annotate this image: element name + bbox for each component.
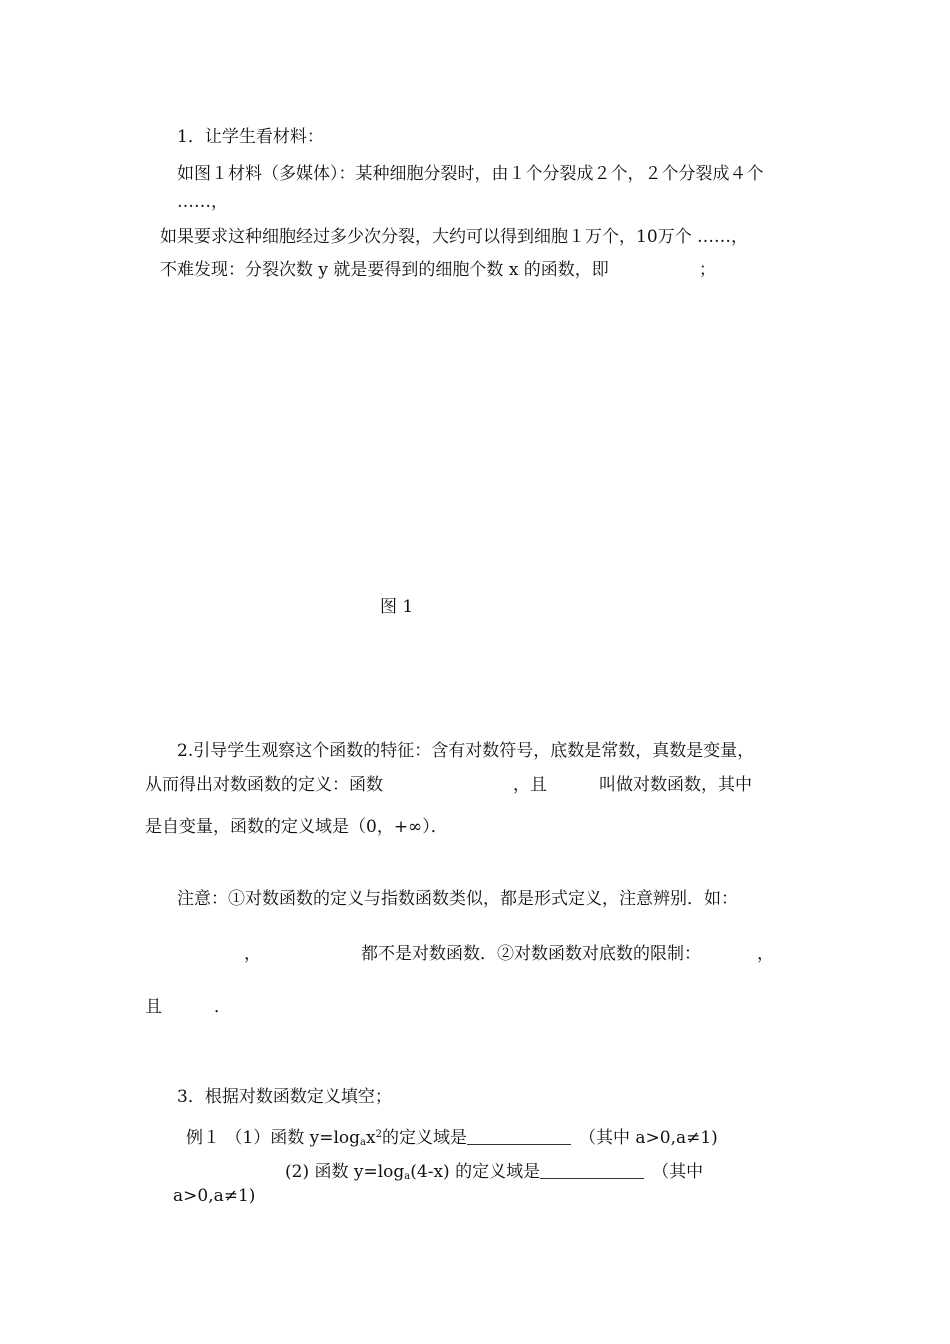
note-comma-1: ，	[244, 944, 261, 964]
section2-line3: 是自变量，函数的定义域是（0，+∞）．	[145, 817, 448, 837]
section2-line2	[145, 774, 752, 796]
section1-line4-text: 不难发现：分裂次数 y 就是要得到的细胞个数 x 的函数，即	[160, 260, 609, 280]
note-line3-a: 且	[145, 997, 162, 1017]
example1-x: x	[366, 1128, 376, 1148]
figure-caption: 图 1	[380, 597, 414, 617]
section2-line2-a: 从而得出对数函数的定义：函数	[145, 775, 383, 795]
example2-condition: （其中	[652, 1162, 704, 1182]
example2-condition-cont: a>0,a≠1)	[173, 1186, 256, 1206]
note-line2-text: 都不是对数函数．②对数函数对底数的限制：	[361, 944, 701, 964]
note-line3-b: ．	[214, 997, 231, 1017]
example1-condition: （其中 a>0,a≠1)	[578, 1128, 718, 1148]
section1-line2: ……，	[177, 192, 228, 212]
example1-suffix: 的定义域是	[381, 1128, 467, 1148]
note-comma-2: ，	[757, 944, 774, 964]
example2-arg: (4-x) 的定义域是	[410, 1162, 541, 1182]
example1-line	[186, 1124, 718, 1154]
section1-heading: 1．让学生看材料：	[177, 127, 324, 147]
example1-answer-blank[interactable]	[467, 1128, 571, 1145]
example2-prefix: (2) 函数 y=log	[285, 1162, 405, 1182]
section2-line2-c: 叫做对数函数，其中	[599, 775, 752, 795]
section1-line4-end: ；	[698, 260, 716, 280]
note-line2	[145, 943, 774, 965]
example1-exponent: 2	[375, 1129, 382, 1140]
example2-base: a	[404, 1171, 411, 1182]
example1-base: a	[360, 1137, 366, 1148]
section2-line2-b: ，且	[513, 775, 547, 795]
example2-line	[285, 1161, 703, 1188]
section1-line1: 如图１材料（多媒体）：某种细胞分裂时，由１个分裂成２个，２个分裂成４个	[177, 164, 764, 184]
section1-line3: 如果要求这种细胞经过多少次分裂，大约可以得到细胞１万个，10万个 ……，	[160, 227, 749, 247]
section3-heading: 3．根据对数函数定义填空；	[177, 1087, 392, 1107]
note-line3	[145, 996, 231, 1018]
section1-line4	[160, 259, 716, 281]
example2-answer-blank[interactable]	[540, 1162, 644, 1179]
figure-1-placeholder	[145, 310, 805, 580]
note-line1: 注意：①对数函数的定义与指数函数类似，都是形式定义，注意辨别．如：	[177, 889, 738, 909]
section2-line1: 2.引导学生观察这个函数的特征：含有对数符号，底数是常数，真数是变量，	[177, 741, 755, 761]
example1-prefix: 例１ （1）函数 y=log	[186, 1128, 361, 1148]
